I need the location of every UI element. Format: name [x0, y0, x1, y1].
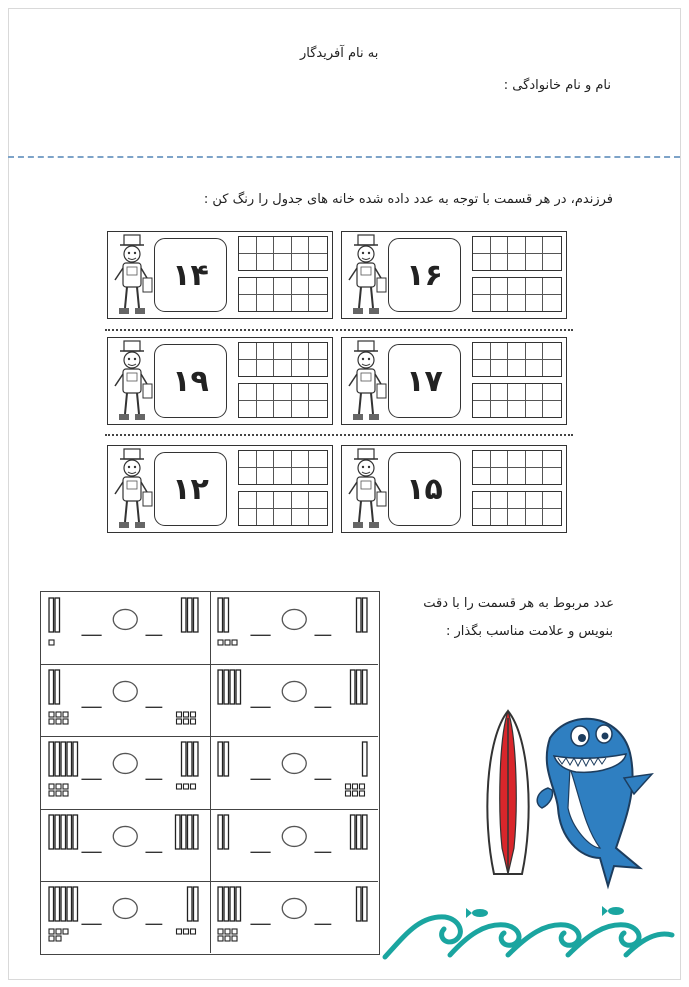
ten-frame-cell[interactable] [526, 451, 544, 468]
unit-cube-icon [345, 791, 350, 796]
ten-rod-icon [356, 887, 360, 921]
ten-frame-cell[interactable] [526, 509, 544, 526]
ten-rod-icon [224, 742, 228, 776]
ten-frame-cell[interactable] [239, 492, 257, 509]
ten-rod-icon [356, 815, 360, 849]
ten-frame-cell[interactable] [257, 468, 275, 485]
ten-rod-icon [49, 742, 53, 776]
ten-rod-icon [73, 887, 77, 921]
ten-frame-cell[interactable] [292, 360, 310, 377]
ten-frame-cell[interactable] [257, 254, 275, 271]
section1-instruction: فرزندم، در هر قسمت با توجه به عدد داده شده خانه های جدول را رنگ کن : [203, 192, 613, 207]
ten-frame-cell[interactable] [526, 492, 544, 509]
unit-cube-icon [49, 791, 54, 796]
ten-frame-cell[interactable] [473, 360, 491, 377]
ten-rod-icon [67, 887, 71, 921]
ten-frame-cell[interactable] [473, 254, 491, 271]
ten-frame-cell[interactable] [274, 451, 292, 468]
ten-frame-cell[interactable] [274, 509, 292, 526]
ten-rod-icon [61, 815, 65, 849]
ten-rod-icon [230, 670, 234, 704]
ten-rod-icon [175, 815, 179, 849]
ten-rod-icon [73, 742, 77, 776]
ten-frame-cell[interactable] [292, 237, 310, 254]
ten-frame-cell[interactable] [309, 384, 327, 401]
unit-cube-icon [176, 784, 181, 789]
card-number: ۱۲ [154, 452, 227, 526]
ten-frame-cell[interactable] [508, 384, 526, 401]
ten-frame-cell[interactable] [508, 468, 526, 485]
ten-frame-cell[interactable] [292, 254, 310, 271]
unit-cube-icon [359, 784, 364, 789]
cartoon-character-icon [344, 234, 388, 318]
ten-frame-cell[interactable] [239, 360, 257, 377]
ten-frame-cell[interactable] [508, 254, 526, 271]
unit-cube-icon [49, 712, 54, 717]
unit-cube-icon [49, 719, 54, 724]
ten-frame-cell[interactable] [257, 384, 275, 401]
ten-frame-cell[interactable] [309, 451, 327, 468]
ten-rod-icon [187, 598, 191, 632]
ten-frame-cell[interactable] [491, 509, 509, 526]
ten-rod-icon [362, 887, 366, 921]
ten-frame-cell[interactable] [491, 360, 509, 377]
compare-sign-circle[interactable] [113, 898, 137, 918]
ten-rod-icon [362, 670, 366, 704]
ten-frame-cell[interactable] [543, 492, 561, 509]
ten-frame-cell[interactable] [491, 254, 509, 271]
ten-frame-cell[interactable] [292, 278, 310, 295]
ten-rod-icon [350, 670, 354, 704]
ten-rod-icon [181, 598, 185, 632]
ten-frame-cell[interactable] [309, 278, 327, 295]
ten-frame-cell[interactable] [292, 492, 310, 509]
ten-rod-icon [187, 815, 191, 849]
cartoon-character-icon [344, 448, 388, 532]
ten-rod-icon [181, 742, 185, 776]
compare-cell [41, 809, 210, 881]
cartoon-character-icon [110, 448, 154, 532]
ten-frame-cell[interactable] [309, 360, 327, 377]
unit-cube-icon [190, 712, 195, 717]
section2-instruction-line1: عدد مربوط به هر قسمت را با دقت [423, 596, 614, 611]
number-card [341, 337, 567, 425]
unit-cube-icon [232, 929, 237, 934]
ten-frame-cell[interactable] [526, 237, 544, 254]
ten-frame-cell[interactable] [473, 509, 491, 526]
ten-frame-cell[interactable] [257, 492, 275, 509]
ten-rod-icon [350, 815, 354, 849]
ten-frame-cell[interactable] [309, 509, 327, 526]
ten-frame-grid[interactable] [472, 236, 562, 271]
ten-frame-cell[interactable] [274, 360, 292, 377]
unit-cube-icon [225, 640, 230, 645]
compare-sign-circle[interactable] [282, 754, 306, 774]
ten-frame-cell[interactable] [239, 451, 257, 468]
ten-frame-cell[interactable] [309, 254, 327, 271]
ten-rod-icon [55, 887, 59, 921]
ten-rod-icon [218, 670, 222, 704]
ten-frame-cell[interactable] [491, 401, 509, 418]
ten-frame-cell[interactable] [473, 295, 491, 312]
ten-rod-icon [236, 887, 240, 921]
ten-rod-icon [55, 670, 59, 704]
shark-illustration [530, 708, 660, 893]
ten-frame-grid[interactable] [238, 383, 328, 418]
ten-frame-cell[interactable] [491, 237, 509, 254]
ten-frame-cell[interactable] [526, 254, 544, 271]
unit-cube-icon [176, 719, 181, 724]
ten-frame-grid[interactable] [238, 277, 328, 312]
unit-cube-icon [63, 784, 68, 789]
ten-rod-icon [362, 815, 366, 849]
ten-frame-cell[interactable] [508, 278, 526, 295]
ten-frame-cell[interactable] [292, 343, 310, 360]
ten-rod-icon [218, 887, 222, 921]
ten-frame-cell[interactable] [491, 278, 509, 295]
unit-cube-icon [56, 712, 61, 717]
unit-cube-icon [176, 929, 181, 934]
unit-cube-icon [56, 719, 61, 724]
ten-frame-cell[interactable] [257, 343, 275, 360]
compare-cell [41, 592, 210, 664]
ten-frame-cell[interactable] [274, 254, 292, 271]
unit-cube-icon [359, 791, 364, 796]
ten-frame-cell[interactable] [292, 509, 310, 526]
ten-frame-grid[interactable] [238, 342, 328, 377]
ten-frame-cell[interactable] [309, 492, 327, 509]
ten-frame-cell[interactable] [473, 384, 491, 401]
unit-cube-icon [183, 929, 188, 934]
unit-cube-icon [232, 936, 237, 941]
ten-frame-cell[interactable] [526, 384, 544, 401]
unit-cube-icon [218, 936, 223, 941]
ten-frame-cell[interactable] [526, 295, 544, 312]
ten-frame-cell[interactable] [274, 384, 292, 401]
ten-rod-icon [236, 670, 240, 704]
compare-sign-circle[interactable] [113, 609, 137, 629]
compare-sign-circle[interactable] [113, 754, 137, 774]
ten-frame-cell[interactable] [491, 468, 509, 485]
ten-rod-icon [67, 742, 71, 776]
ten-frame-cell[interactable] [473, 492, 491, 509]
ten-frame-cell[interactable] [508, 360, 526, 377]
ten-frame-cell[interactable] [543, 468, 561, 485]
ten-rod-icon [356, 670, 360, 704]
dotted-divider [105, 329, 573, 331]
base-ten-compare-table [40, 591, 380, 955]
ten-rod-icon [193, 887, 197, 921]
ten-frame-cell[interactable] [309, 237, 327, 254]
ten-rod-icon [67, 815, 71, 849]
card-number: ۱۵ [388, 452, 461, 526]
unit-cube-icon [63, 929, 68, 934]
ten-frame-cell[interactable] [274, 237, 292, 254]
ten-frame-cell[interactable] [257, 295, 275, 312]
ten-frame-grid[interactable] [238, 491, 328, 526]
card-number: ۱۷ [388, 344, 461, 418]
ten-frame-cell[interactable] [543, 295, 561, 312]
ten-frame-cell[interactable] [239, 468, 257, 485]
ten-rod-icon [49, 670, 53, 704]
ten-frame-cell[interactable] [239, 295, 257, 312]
ten-rod-icon [356, 598, 360, 632]
unit-cube-icon [183, 712, 188, 717]
ten-frame-cell[interactable] [274, 278, 292, 295]
ten-frame-grid[interactable] [472, 491, 562, 526]
ten-frame-cell[interactable] [473, 468, 491, 485]
unit-cube-icon [190, 719, 195, 724]
compare-cell [41, 881, 210, 953]
unit-cube-icon [352, 791, 357, 796]
ten-frame-cell[interactable] [239, 384, 257, 401]
ten-frame-cell[interactable] [473, 401, 491, 418]
compare-sign-circle[interactable] [282, 682, 306, 702]
ten-rod-icon [193, 598, 197, 632]
surfboard-illustration [478, 708, 538, 878]
ten-frame-cell[interactable] [508, 343, 526, 360]
compare-sign-circle[interactable] [282, 826, 306, 846]
unit-cube-icon [218, 929, 223, 934]
ten-frame-cell[interactable] [526, 360, 544, 377]
unit-cube-icon [183, 719, 188, 724]
ten-frame-cell[interactable] [257, 360, 275, 377]
ten-rod-icon [362, 742, 366, 776]
ten-rod-icon [55, 742, 59, 776]
ten-rod-icon [73, 815, 77, 849]
number-card [341, 231, 567, 319]
ten-rod-icon [193, 742, 197, 776]
unit-cube-icon [225, 936, 230, 941]
ten-frame-cell[interactable] [543, 384, 561, 401]
card-number: ۱۹ [154, 344, 227, 418]
ten-frame-cell[interactable] [292, 451, 310, 468]
ten-rod-icon [61, 887, 65, 921]
ten-frame-cell[interactable] [274, 492, 292, 509]
ten-frame-cell[interactable] [257, 401, 275, 418]
ten-frame-cell[interactable] [257, 278, 275, 295]
ten-rod-icon [218, 742, 222, 776]
ten-rod-icon [61, 742, 65, 776]
ten-frame-cell[interactable] [473, 343, 491, 360]
cut-line [8, 156, 680, 158]
unit-cube-icon [63, 712, 68, 717]
unit-cube-icon [183, 784, 188, 789]
compare-cell [210, 664, 379, 736]
ten-frame-cell[interactable] [274, 468, 292, 485]
wave-border [380, 895, 680, 965]
ten-frame-cell[interactable] [257, 451, 275, 468]
compare-cell [41, 736, 210, 808]
ten-frame-cell[interactable] [526, 278, 544, 295]
ten-frame-cell[interactable] [274, 343, 292, 360]
number-card [107, 231, 333, 319]
ten-frame-cell[interactable] [526, 401, 544, 418]
unit-cube-icon [49, 936, 54, 941]
unit-cube-icon [232, 640, 237, 645]
ten-rod-icon [224, 887, 228, 921]
compare-sign-circle[interactable] [282, 609, 306, 629]
ten-frame-grid[interactable] [238, 236, 328, 271]
ten-frame-cell[interactable] [274, 401, 292, 418]
ten-frame-cell[interactable] [543, 343, 561, 360]
ten-frame-cell[interactable] [508, 237, 526, 254]
ten-frame-grid[interactable] [472, 277, 562, 312]
ten-frame-cell[interactable] [543, 509, 561, 526]
compare-sign-circle[interactable] [113, 682, 137, 702]
cartoon-character-icon [110, 234, 154, 318]
compare-sign-circle[interactable] [113, 826, 137, 846]
ten-frame-cell[interactable] [274, 295, 292, 312]
ten-frame-cell[interactable] [526, 468, 544, 485]
unit-cube-icon [63, 791, 68, 796]
ten-rod-icon [218, 815, 222, 849]
ten-rod-icon [193, 815, 197, 849]
ten-frame-cell[interactable] [508, 509, 526, 526]
ten-rod-icon [224, 815, 228, 849]
ten-frame-cell[interactable] [543, 278, 561, 295]
ten-frame-grid[interactable] [238, 450, 328, 485]
ten-frame-cell[interactable] [491, 384, 509, 401]
compare-cell [41, 664, 210, 736]
ten-frame-grid[interactable] [472, 342, 562, 377]
compare-sign-circle[interactable] [282, 898, 306, 918]
ten-frame-cell[interactable] [543, 401, 561, 418]
ten-frame-cell[interactable] [239, 254, 257, 271]
ten-rod-icon [224, 670, 228, 704]
ten-rod-icon [55, 815, 59, 849]
unit-cube-icon [352, 784, 357, 789]
ten-rod-icon [362, 598, 366, 632]
ten-frame-cell[interactable] [257, 237, 275, 254]
ten-frame-cell[interactable] [309, 468, 327, 485]
unit-cube-icon [49, 784, 54, 789]
ten-frame-cell[interactable] [508, 295, 526, 312]
unit-cube-icon [190, 784, 195, 789]
ten-frame-cell[interactable] [543, 360, 561, 377]
ten-frame-cell[interactable] [491, 451, 509, 468]
ten-frame-cell[interactable] [508, 451, 526, 468]
compare-cell [210, 736, 379, 808]
ten-frame-cell[interactable] [309, 343, 327, 360]
ten-frame-cell[interactable] [473, 237, 491, 254]
ten-frame-cell[interactable] [508, 401, 526, 418]
ten-frame-cell[interactable] [239, 401, 257, 418]
unit-cube-icon [218, 640, 223, 645]
unit-cube-icon [190, 929, 195, 934]
compare-cell [210, 809, 379, 881]
ten-rod-icon [187, 742, 191, 776]
unit-cube-icon [56, 929, 61, 934]
ten-rod-icon [49, 598, 53, 632]
ten-frame-grid[interactable] [472, 383, 562, 418]
ten-frame-cell[interactable] [543, 237, 561, 254]
unit-cube-icon [56, 784, 61, 789]
ten-frame-cell[interactable] [473, 451, 491, 468]
ten-frame-cell[interactable] [309, 401, 327, 418]
ten-frame-cell[interactable] [508, 492, 526, 509]
ten-frame-cell[interactable] [292, 295, 310, 312]
ten-frame-cell[interactable] [257, 509, 275, 526]
ten-frame-cell[interactable] [292, 468, 310, 485]
ten-frame-cell[interactable] [491, 343, 509, 360]
compare-cell [210, 592, 379, 664]
ten-rod-icon [55, 598, 59, 632]
unit-cube-icon [176, 712, 181, 717]
ten-frame-cell[interactable] [292, 384, 310, 401]
ten-rod-icon [230, 887, 234, 921]
compare-cell [210, 881, 379, 953]
ten-frame-cell[interactable] [473, 278, 491, 295]
ten-frame-cell[interactable] [239, 278, 257, 295]
ten-frame-cell[interactable] [292, 401, 310, 418]
ten-rod-icon [181, 815, 185, 849]
page-title: به نام آفریدگار [300, 46, 379, 61]
ten-frame-cell[interactable] [543, 254, 561, 271]
name-field-label[interactable]: نام و نام خانوادگی : [503, 78, 611, 93]
unit-cube-icon [225, 929, 230, 934]
unit-cube-icon [56, 791, 61, 796]
unit-cube-icon [49, 640, 54, 645]
unit-cube-icon [56, 936, 61, 941]
unit-cube-icon [49, 929, 54, 934]
ten-frame-cell[interactable] [543, 451, 561, 468]
number-card [341, 445, 567, 533]
unit-cube-icon [345, 784, 350, 789]
ten-frame-cell[interactable] [239, 237, 257, 254]
ten-frame-cell[interactable] [526, 343, 544, 360]
card-number: ۱۴ [154, 238, 227, 312]
cartoon-character-icon [344, 340, 388, 424]
unit-cube-icon [63, 719, 68, 724]
number-card [107, 337, 333, 425]
ten-frame-cell[interactable] [491, 492, 509, 509]
ten-frame-grid[interactable] [472, 450, 562, 485]
ten-frame-cell[interactable] [491, 295, 509, 312]
ten-rod-icon [187, 887, 191, 921]
section2-instruction-line2: بنویس و علامت مناسب بگذار : [445, 624, 613, 639]
ten-rod-icon [224, 598, 228, 632]
cartoon-character-icon [110, 340, 154, 424]
dotted-divider [105, 434, 573, 436]
ten-frame-cell[interactable] [239, 509, 257, 526]
ten-frame-cell[interactable] [309, 295, 327, 312]
ten-rod-icon [49, 887, 53, 921]
ten-frame-cell[interactable] [239, 343, 257, 360]
number-card [107, 445, 333, 533]
ten-rod-icon [49, 815, 53, 849]
card-number: ۱۶ [388, 238, 461, 312]
ten-rod-icon [218, 598, 222, 632]
